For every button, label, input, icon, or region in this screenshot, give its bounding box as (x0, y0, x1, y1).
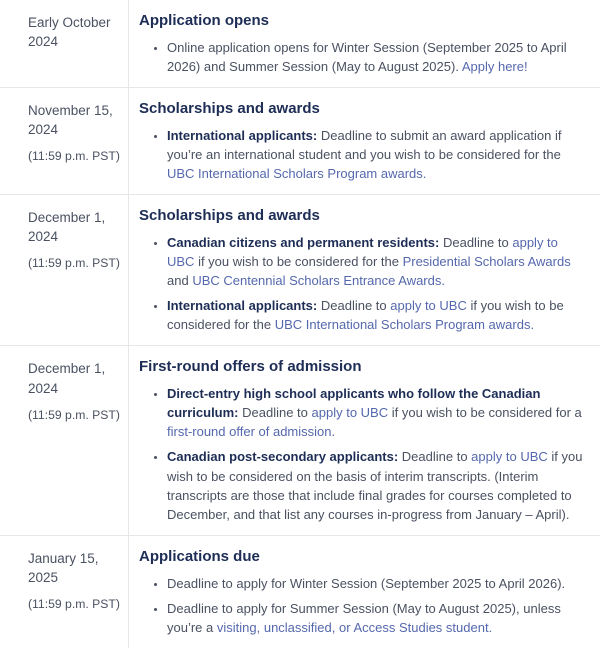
date-label: January 15, 2025 (28, 550, 99, 586)
time-note: (11:59 p.m. PST) (28, 256, 120, 271)
text-segment: Deadline to (398, 449, 472, 465)
inline-link[interactable]: UBC International Scholars Program awards. (167, 165, 427, 181)
event-title: First-round offers of admission (139, 358, 362, 376)
event-title: Applications due (139, 547, 260, 565)
deadline-row (0, 535, 600, 648)
bold-lead: International applicants: (167, 127, 318, 143)
bullet-item (167, 38, 587, 76)
text-segment: Online application opens for Winter Session (September 2025 to April 2026) and Summer Session (May to August 2025). (167, 39, 567, 74)
text-segment: if you wish to be considered for the (167, 298, 564, 333)
text-segment: Deadline to (439, 234, 513, 250)
bullet-list (139, 384, 587, 524)
bullet-item (167, 296, 587, 334)
time-note: (11:59 p.m. PST) (28, 407, 120, 422)
inline-link[interactable]: Presidential Scholars Awards (402, 253, 571, 269)
deadline-row (0, 194, 600, 345)
deadline-row (0, 0, 600, 87)
inline-link[interactable]: UBC Centennial Scholars Entrance Awards. (192, 273, 445, 289)
inline-link[interactable]: apply to UBC (167, 234, 558, 269)
text-segment: Deadline to (238, 405, 312, 421)
event-title: Application opens (139, 12, 270, 29)
bullet-item (167, 447, 587, 523)
text-segment: if you wish to be considered on the basis of interim transcripts. (Interim transcripts are those that include final grades for courses completed to December, and that list any courses in-progress from January – April). (167, 449, 583, 522)
bullet-item (167, 599, 587, 637)
inline-link[interactable]: UBC International Scholars Program awards. (274, 317, 535, 333)
bullet-item (167, 233, 587, 290)
event-title: Scholarships and awards (139, 99, 320, 117)
text-segment: and (167, 273, 193, 289)
bullet-list (139, 126, 587, 183)
date-label: Early October 2024 (28, 15, 111, 50)
content-cell (128, 207, 600, 336)
inline-link[interactable]: apply to UBC (471, 449, 548, 465)
bullet-list (139, 233, 587, 335)
date-cell (0, 12, 128, 51)
content-cell (128, 358, 600, 526)
time-note: (11:59 p.m. PST) (28, 597, 120, 612)
date-label: November 15, 2024 (28, 102, 113, 138)
text-segment: if you wish to be considered for the (194, 253, 403, 269)
text-segment: Deadline to (317, 298, 391, 314)
bold-lead: Canadian post-secondary applicants: (167, 449, 399, 465)
text-segment: Deadline to submit an award application if you’re an international student and you wish to be considered for the (167, 127, 562, 162)
bullet-list (139, 38, 587, 76)
bullet-item (167, 126, 587, 183)
inline-link[interactable]: Apply here! (461, 58, 528, 74)
event-title: Scholarships and awards (139, 207, 320, 225)
bold-lead: International applicants: (167, 298, 318, 314)
content-cell (128, 548, 600, 639)
date-cell (0, 548, 128, 613)
content-cell (128, 12, 600, 78)
date-cell (0, 358, 128, 423)
text-segment: if you wish to be considered for a (388, 405, 582, 421)
inline-link[interactable]: first-round offer of admission. (167, 424, 336, 440)
date-cell (0, 100, 128, 165)
bullet-list (139, 574, 587, 637)
deadline-row (0, 87, 600, 194)
bullet-item (167, 574, 587, 593)
date-cell (0, 207, 128, 272)
bullet-item (167, 384, 587, 441)
inline-link[interactable]: visiting, unclassified, or Access Studies student. (216, 619, 493, 635)
time-note: (11:59 p.m. PST) (28, 149, 120, 164)
bold-lead: Canadian citizens and permanent residents: (167, 234, 440, 250)
text-segment: Deadline to apply for Summer Session (May to August 2025), unless you’re a (167, 600, 561, 635)
text-segment: Deadline to apply for Winter Session (September 2025 to April 2026). (167, 575, 566, 591)
inline-link[interactable]: apply to UBC (390, 298, 467, 314)
inline-link[interactable]: apply to UBC (311, 405, 389, 421)
content-cell (128, 100, 600, 185)
bold-lead: Direct-entry high school applicants who follow the Canadian curriculum: (167, 386, 541, 421)
date-label: December 1, 2024 (28, 361, 106, 396)
date-label: December 1, 2024 (28, 210, 106, 245)
deadline-row (0, 345, 600, 535)
